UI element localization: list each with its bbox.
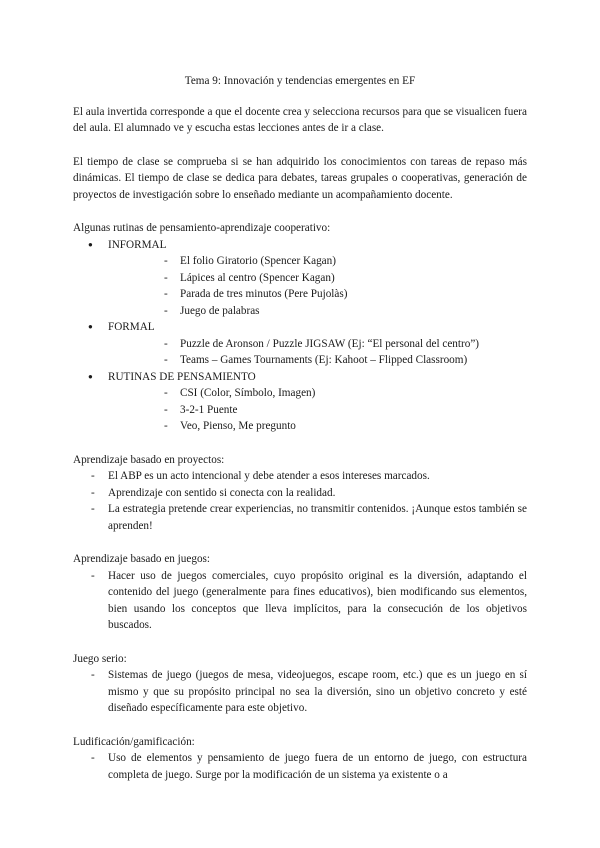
list-item: - Juego de palabras — [108, 303, 527, 320]
list-item: - Veo, Pienso, Me pregunto — [108, 418, 527, 435]
paragraph-flipped-classroom: El aula invertida corresponde a que el docente crea y selecciona recursos para que se visualicen fuera del aula. El alumnado ve y escucha estas lecciones antes de ir a clase. — [73, 105, 527, 134]
list-item: - La estrategia pretende crear experiencias, no transmitir contenidos. ¡Aunque estos también se aprenden! — [73, 501, 527, 534]
routines-heading: Algunas rutinas de pensamiento-aprendizaje cooperativo: — [73, 222, 331, 234]
page-title: Tema 9: Innovación y tendencias emergentes en EF — [184, 75, 416, 87]
list-item — [73, 319, 527, 369]
sub-list — [108, 253, 527, 319]
group-label: INFORMAL — [108, 238, 167, 251]
gamification-list — [73, 750, 527, 783]
list-item — [73, 237, 527, 320]
list-item — [73, 369, 527, 435]
paragraph-class-time: El tiempo de clase se comprueba si se han adquirido los conocimientos con tareas de repaso más dinámicas. El tiempo de clase se dedica para debates, tareas grupales o cooperativas, generación de proyectos de investigación sobre lo enseñado mediante un acompañamiento docente. — [73, 155, 527, 201]
routines-list — [73, 237, 527, 435]
games-section — [73, 551, 527, 634]
sub-list — [108, 385, 527, 435]
list-item: - Teams – Games Tournaments (Ej: Kahoot – Flipped Classroom) — [108, 352, 527, 369]
games-list — [73, 568, 527, 634]
gamification-section — [73, 734, 527, 784]
list-item: - Lápices al centro (Spencer Kagan) — [108, 270, 527, 287]
list-item: - El ABP es un acto intencional y debe atender a esos intereses marcados. — [73, 468, 527, 485]
list-item: - El folio Giratorio (Spencer Kagan) — [108, 253, 527, 270]
list-item: - Puzzle de Aronson / Puzzle JIGSAW (Ej: “El personal del centro”) — [108, 336, 527, 353]
routines-section — [73, 220, 527, 435]
serious-game-list — [73, 667, 527, 717]
list-item: - CSI (Color, Símbolo, Imagen) — [108, 385, 527, 402]
list-item: - Aprendizaje con sentido si conecta con la realidad. — [73, 485, 527, 502]
group-label: RUTINAS DE PENSAMIENTO — [108, 370, 256, 383]
games-heading: Aprendizaje basado en juegos: — [73, 553, 210, 565]
serious-game-section — [73, 651, 527, 717]
abp-heading: Aprendizaje basado en proyectos: — [73, 453, 225, 466]
list-item: - 3-2-1 Puente — [108, 402, 527, 419]
group-label: FORMAL — [108, 321, 155, 333]
list-item: - Sistemas de juego (juegos de mesa, videojuegos, escape room, etc.) que es un juego en sí mismo y que su propósito principal no sea la diversión, sino un objetivo concreto y esté diseñado específicamente para este objetivo. — [73, 667, 527, 717]
document-page — [73, 73, 527, 783]
abp-list — [73, 468, 527, 534]
list-item: - Parada de tres minutos (Pere Pujolàs) — [108, 286, 527, 303]
list-item: - Hacer uso de juegos comerciales, cuyo propósito original es la diversión, adaptando el contenido del juego (generalmente para fines educativos), bien modificando sus elementos, bien usando los conceptos que lleva implícitos, para la consecución de los objetivos buscados. — [73, 568, 527, 634]
sub-list — [108, 336, 527, 369]
serious-game-heading: Juego serio: — [73, 652, 127, 665]
list-item: - Uso de elementos y pensamiento de juego fuera de un entorno de juego, con estructura completa de juego. Surge por la modificación de un sistema ya existente o a — [73, 750, 527, 783]
abp-section — [73, 452, 527, 535]
gamification-heading: Ludificación/gamificación: — [73, 735, 195, 748]
